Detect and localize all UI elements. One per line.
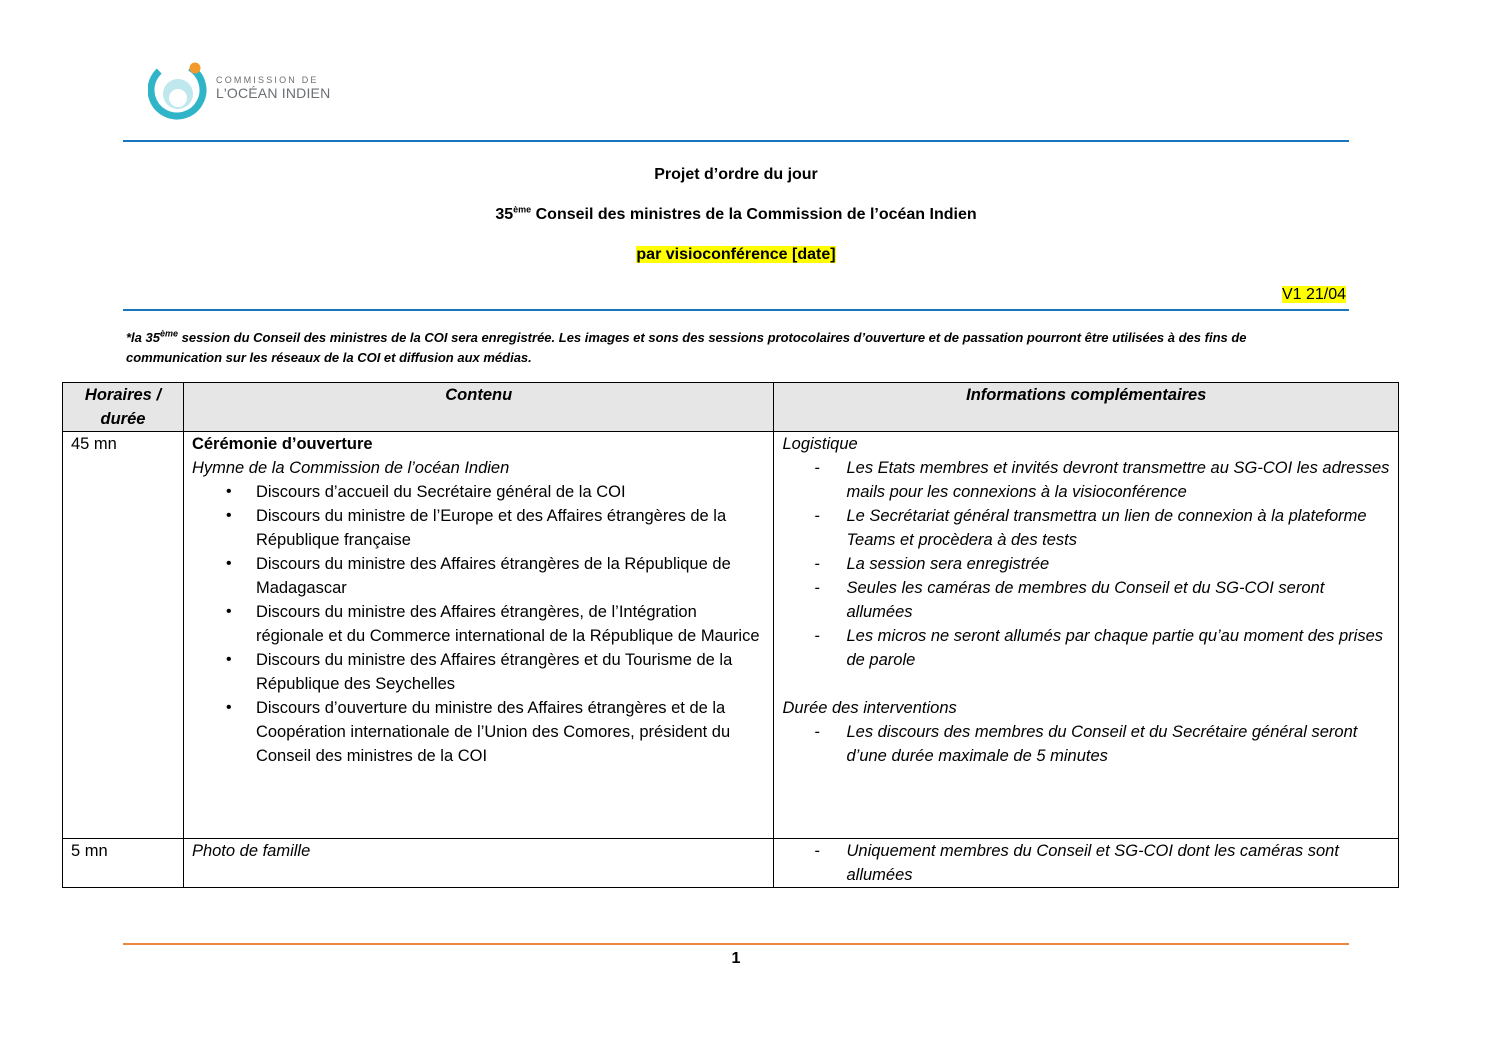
list-item: - Les Etats membres et invités devront transmettre au SG-COI les adresses mails pour les connexions à la visioconférence <box>814 456 1390 504</box>
coi-logo-icon <box>148 56 210 122</box>
version-label <box>1282 286 1346 304</box>
note-text: session du Conseil des ministres de la COI sera enregistrée. Les images et sons des sessions protocolaires d’ouverture et de passation pourront être utilisées à des fins de communication sur les réseaux de la COI et diffusion aux médias. <box>126 330 1247 365</box>
logo-text-line2: L'OCÉAN INDIEN <box>216 85 331 101</box>
row-content <box>183 839 774 888</box>
content-subtitle: Photo de famille <box>191 842 311 860</box>
subtitle-text: Conseil des ministres de la Commission de l’océan Indien <box>531 206 977 223</box>
list-item: - Les discours des membres du Conseil et du Secrétaire général seront d’une durée maximale de 5 minutes <box>814 720 1390 768</box>
list-item: • Discours du ministre des Affaires étrangères de la République de Madagascar <box>230 552 766 600</box>
info-heading-logistics: Logistique <box>782 435 858 453</box>
info-heading-duration: Durée des interventions <box>782 699 957 717</box>
agenda-table <box>62 382 1399 888</box>
content-subtitle: Hymne de la Commission de l’océan Indien <box>191 459 510 477</box>
document-subtitle <box>0 206 1472 224</box>
list-item: - Les micros ne seront allumés par chaque partie qu’au moment des prises de parole <box>814 624 1390 672</box>
list-item: - Uniquement membres du Conseil et SG-COI dont les caméras sont allumées <box>814 839 1390 887</box>
photo-info-list <box>814 839 1390 887</box>
meeting-mode <box>0 246 1472 264</box>
note-prefix: *la 35 <box>126 330 160 345</box>
recording-note <box>126 328 1306 368</box>
version-highlight: V1 21/04 <box>1281 286 1346 303</box>
row-info <box>774 432 1399 839</box>
header-content: Contenu <box>183 383 774 432</box>
list-item: - Seules les caméras de membres du Conseil et du SG-COI seront allumées <box>814 576 1390 624</box>
speech-list <box>230 480 766 768</box>
note-ordinal: ème <box>159 328 178 339</box>
logo-text-line1: COMMISSION DE <box>216 75 319 85</box>
row-duration: 45 mn <box>63 432 184 839</box>
list-item: • Discours d’accueil du Secrétaire général de la COI <box>230 480 766 504</box>
list-item: - La session sera enregistrée <box>814 552 1390 576</box>
header-divider <box>123 140 1349 142</box>
row-content <box>183 432 774 839</box>
row-info <box>774 839 1399 888</box>
list-item: • Discours d’ouverture du ministre des Affaires étrangères et de la Coopération internationale de l’Union des Comores, président du Conseil des ministres de la COI <box>230 696 766 768</box>
page-number: 1 <box>731 950 741 967</box>
list-item: • Discours du ministre des Affaires étrangères et du Tourisme de la République des Seychelles <box>230 648 766 696</box>
version-divider <box>123 309 1349 311</box>
table-row <box>63 839 1399 888</box>
header-duration: Horaires / durée <box>63 383 184 432</box>
row-duration: 5 mn <box>63 839 184 888</box>
duration-list <box>814 720 1390 768</box>
footer-divider <box>123 943 1349 945</box>
logistics-list <box>814 456 1390 672</box>
list-item: - Le Secrétariat général transmettra un lien de connexion à la plateforme Teams et procèdera à des tests <box>814 504 1390 552</box>
header-info: Informations complémentaires <box>774 383 1399 432</box>
meeting-mode-highlight: par visioconférence [date] <box>636 246 836 263</box>
content-title: Cérémonie d’ouverture <box>191 435 373 453</box>
document-title: Projet d’ordre du jour <box>654 166 818 183</box>
table-header-row <box>63 383 1399 432</box>
list-item: • Discours du ministre des Affaires étrangères, de l’Intégration régionale et du Commerce international de la République de Maurice <box>230 600 766 648</box>
list-item: • Discours du ministre de l’Europe et des Affaires étrangères de la République française <box>230 504 766 552</box>
subtitle-number: 35 <box>495 206 514 223</box>
table-row <box>63 432 1399 839</box>
coi-logo <box>148 56 348 122</box>
subtitle-ordinal: ème <box>513 204 532 215</box>
